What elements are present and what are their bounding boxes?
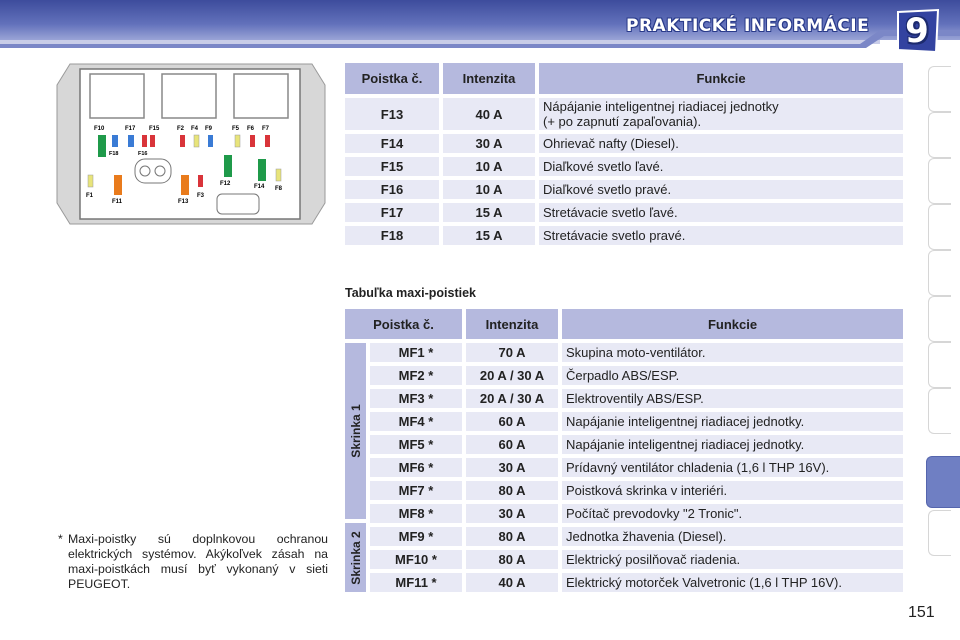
maxi-fuse-amp: 30 A xyxy=(466,504,558,523)
maxi-fuse-amp: 40 A xyxy=(466,573,558,592)
maxi-fuse-func: Elektrický motorček Valvetronic (1,6 l THP 16V). xyxy=(562,573,903,592)
maxi-fuse-col-header: Poistka č. xyxy=(345,309,462,339)
fuse-label: F7 xyxy=(262,126,270,132)
fuse-amp: 30 A xyxy=(443,134,535,153)
fuse-label: F5 xyxy=(232,126,240,132)
maxi-fuse-amp: 60 A xyxy=(466,412,558,431)
fuse-box-diagram xyxy=(56,63,326,225)
maxi-fuse-id: MF10 * xyxy=(370,550,462,569)
fuse-amp: 40 A xyxy=(443,98,535,130)
fuse-label: F12 xyxy=(220,181,231,187)
maxi-fuse-id: MF3 * xyxy=(370,389,462,408)
maxi-fuse-id: MF2 * xyxy=(370,366,462,385)
fuse-func: Stretávacie svetlo ľavé. xyxy=(539,203,903,222)
group-label-text: Skrinka 2 xyxy=(348,530,363,585)
fuse-amp: 15 A xyxy=(443,203,535,222)
fuse-label: F17 xyxy=(125,126,136,132)
chapter-tab-active[interactable] xyxy=(926,456,960,508)
maxi-fuse-amp: 30 A xyxy=(466,458,558,477)
fuse-func: Ohrievač nafty (Diesel). xyxy=(539,134,903,153)
fuse-label: F3 xyxy=(197,193,205,199)
maxi-fuse-id: MF4 * xyxy=(370,412,462,431)
maxi-fuse-func: Poistková skrinka v interiéri. xyxy=(562,481,903,500)
fuse-func: Diaľkové svetlo pravé. xyxy=(539,180,903,199)
maxi-fuse-amp: 20 A / 30 A xyxy=(466,389,558,408)
page-title: PRAKTICKÉ INFORMÁCIE xyxy=(626,16,870,36)
footnote-marker: * xyxy=(58,532,63,546)
maxi-fuse-amp: 80 A xyxy=(466,550,558,569)
chapter-tab[interactable] xyxy=(928,388,951,434)
maxi-fuse-func: Elektrický posilňovač riadenia. xyxy=(562,550,903,569)
fuse-func: Stretávacie svetlo pravé. xyxy=(539,226,903,245)
fuse-id: F13 xyxy=(345,98,439,130)
maxi-fuse-amp: 20 A / 30 A xyxy=(466,366,558,385)
chapter-tab[interactable] xyxy=(928,250,951,296)
func-col-header: Funkcie xyxy=(539,63,903,94)
maxi-fuse-func: Počítač prevodovky "2 Tronic". xyxy=(562,504,903,523)
chapter-tab[interactable] xyxy=(928,112,951,158)
fuse-label: F6 xyxy=(247,126,255,132)
maxi-fuse-id: MF9 * xyxy=(370,527,462,546)
maxi-fuse-id: MF8 * xyxy=(370,504,462,523)
maxi-fuse-func: Skupina moto-ventilátor. xyxy=(562,343,903,362)
maxi-fuse-id: MF11 * xyxy=(370,573,462,592)
maxi-func-col-header: Funkcie xyxy=(562,309,903,339)
fuse-label: F15 xyxy=(149,126,160,132)
group-label-box2 xyxy=(345,523,366,592)
maxi-fuse-heading: Tabuľka maxi-poistiek xyxy=(345,286,477,300)
fuse-label: F10 xyxy=(94,126,105,132)
fuse-label: F13 xyxy=(178,199,189,205)
chapter-number: 9 xyxy=(905,11,929,51)
fuse-id: F15 xyxy=(345,157,439,176)
maxi-fuse-id: MF1 * xyxy=(370,343,462,362)
fuse-id: F17 xyxy=(345,203,439,222)
maxi-fuse-func: Napájanie inteligentnej riadiacej jednotky. xyxy=(562,435,903,454)
fuse-func-line2: (+ po zapnutí zapaľovania). xyxy=(543,114,702,129)
footnote xyxy=(58,532,328,592)
maxi-fuse-amp: 80 A xyxy=(466,527,558,546)
fuse-label: F18 xyxy=(109,151,119,157)
fuse-col-header: Poistka č. xyxy=(345,63,439,94)
fuse-amp: 15 A xyxy=(443,226,535,245)
fuse-label: F1 xyxy=(86,193,94,199)
chapter-tab[interactable] xyxy=(928,510,951,556)
chapter-tabs xyxy=(926,66,960,576)
maxi-fuse-amp: 70 A xyxy=(466,343,558,362)
fuse-label: F9 xyxy=(205,126,213,132)
fuse-label: F2 xyxy=(177,126,185,132)
fuse-amp: 10 A xyxy=(443,157,535,176)
maxi-fuse-func: Elektroventily ABS/ESP. xyxy=(562,389,903,408)
chapter-tab[interactable] xyxy=(928,158,951,204)
chapter-tab[interactable] xyxy=(928,342,951,388)
footnote-text: Maxi-poistky sú doplnkovou ochranou elektrických systémov. Akýkoľvek zásah na maxi-poistkách musí byť vykonaný v sieti PEUGEOT. xyxy=(68,532,328,591)
fuse-label: F14 xyxy=(254,184,265,190)
maxi-fuse-func: Jednotka žhavenia (Diesel). xyxy=(562,527,903,546)
fuse-label: F11 xyxy=(112,199,123,205)
fuse-id: F14 xyxy=(345,134,439,153)
fuse-label: F8 xyxy=(275,186,283,192)
fuse-func: Diaľkové svetlo ľavé. xyxy=(539,157,903,176)
page-number: 151 xyxy=(908,604,935,621)
chapter-tab[interactable] xyxy=(928,296,951,342)
fuse-label: F4 xyxy=(191,126,199,132)
maxi-fuse-func: Prídavný ventilátor chladenia (1,6 l THP 16V). xyxy=(562,458,903,477)
fuse-id: F16 xyxy=(345,180,439,199)
maxi-fuse-id: MF7 * xyxy=(370,481,462,500)
fuse-id: F18 xyxy=(345,226,439,245)
maxi-fuse-id: MF6 * xyxy=(370,458,462,477)
maxi-fuse-id: MF5 * xyxy=(370,435,462,454)
fuse-func-line1: Nápájanie inteligentnej riadiacej jednotky xyxy=(543,99,779,114)
group-label-text: Skrinka 1 xyxy=(348,404,363,458)
maxi-fuse-amp: 80 A xyxy=(466,481,558,500)
fuse-amp: 10 A xyxy=(443,180,535,199)
maxi-amp-col-header: Intenzita xyxy=(466,309,558,339)
maxi-fuse-func: Napájanie inteligentnej riadiacej jednotky. xyxy=(562,412,903,431)
chapter-tab[interactable] xyxy=(928,66,951,112)
maxi-fuse-func: Čerpadlo ABS/ESP. xyxy=(562,366,903,385)
group-label-box1 xyxy=(345,343,366,519)
maxi-fuse-amp: 60 A xyxy=(466,435,558,454)
chapter-tab[interactable] xyxy=(928,204,951,250)
fuse-label: F16 xyxy=(138,151,148,157)
fuse-func xyxy=(539,98,903,130)
amp-col-header: Intenzita xyxy=(443,63,535,94)
